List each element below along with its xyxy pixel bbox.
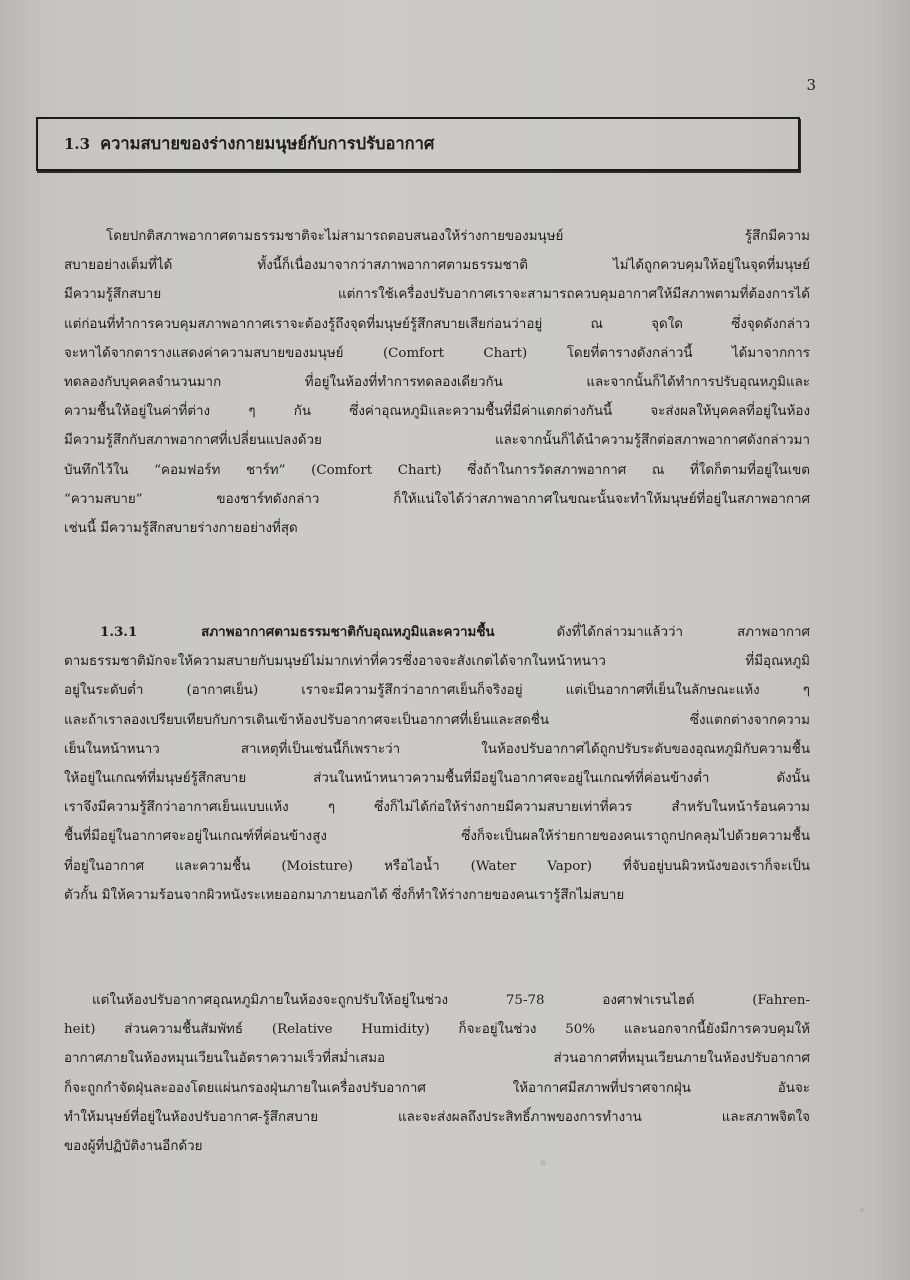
paragraph-line: โดยปกติสภาพอากาศตามธรรมชาติจะไม่สามารถตอบสนองให้ร่างกายของมนุษย์ รู้สึกมีความ	[106, 229, 810, 244]
paragraph-line: “ความสบาย” ของชาร์ทดังกล่าว ก็ให้แน่ใจได้ว่าสภาพอากาศในขณะนั้นจะทำให้มนุษย์ที่อยู่ในสภาพอากาศ	[64, 491, 810, 507]
subsection-first-line-text: ดังที่ได้กล่าวมาแล้วว่า สภาพอากาศ	[556, 625, 810, 640]
paragraph-line: ของผู้ที่ปฏิบัติงานอีกด้วย	[64, 1139, 203, 1155]
paragraph-line: ชื้นที่มีอยู่ในอากาศจะอยู่ในเกณฑ์ที่ค่อนข้างสูง ซึ่งก็จะเป็นผลให้ร่ายกายของคนเราถูกปกคลุมไปด้วยความชื้น	[64, 829, 810, 845]
paragraph-air-conditioning	[64, 986, 810, 1161]
paragraph-line: ทดลองกับบุคคลจำนวนมาก ที่อยู่ในห้องที่ทำการทดลองเดียวกัน และจากนั้นก็ได้ทำการปรับอุณหภูมิและ	[64, 375, 810, 391]
paragraph-line: ก็จะถูกกำจัดฝุ่นละอองโดยแผ่นกรองฝุ่นภายในเครื่องปรับอากาศ ให้อากาศมีสภาพที่ปราศจากฝุ่น อันจะ	[64, 1080, 810, 1096]
subsection-1-3-1	[64, 618, 810, 910]
paragraph-line: มีความรู้สึกกับสภาพอากาศที่เปลี่ยนแปลงด้วย และจากนั้นก็ได้นำความรู้สึกต่อสภาพอากาศดังกล่าวมา	[64, 433, 810, 449]
section-number: 1.3	[64, 135, 91, 153]
section-title: ความสบายของร่างกายมนุษย์กับการปรับอากาศ	[100, 134, 435, 153]
subsection-first-line	[64, 618, 810, 647]
paragraph-line: บันทึกไว้ใน “คอมฟอร์ท ชาร์ท” (Comfort Chart) ซึ่งถ้าในการวัดสภาพอากาศ ณ ที่ใดก็ตามที่อยู่ในเขต	[64, 462, 810, 478]
section-heading-box	[36, 117, 800, 171]
paragraph-line: ที่อยู่ในอากาศ และความชื้น (Moisture) หรือไอน้ำ (Water Vapor) ที่จับอยู่บนผิวหนังของเราก็จะเป็น	[64, 858, 810, 874]
paragraph-line: แต่ในห้องปรับอากาศอุณหภูมิภายในห้องจะถูกปรับให้อยู่ในช่วง 75-78 องศาฟาเรนไฮต์ (Fahren-	[92, 993, 810, 1008]
paragraph-line: เช่นนี้ มีความรู้สึกสบายร่างกายอย่างที่สุด	[64, 521, 298, 537]
paragraph-line: เย็นในหน้าหนาว สาเหตุที่เป็นเช่นนี้ก็เพราะว่า ในห้องปรับอากาศได้ถูกปรับระดับของอุณหภูมิกับความชื้น	[64, 741, 810, 757]
paragraph-line: และถ้าเราลองเปรียบเทียบกับการเดินเข้าห้องปรับอากาศจะเป็นอากาศที่เย็นและสดชื่น ซึ่งแตกต่างจากความ	[64, 712, 810, 728]
paragraph-line: ให้อยู่ในเกณฑ์ที่มนุษย์รู้สึกสบาย ส่วนในหน้าหนาวความชื้นที่มีอยู่ในอากาศจะอยู่ในเกณฑ์ที่ค่อนข้างต่ำ ดังนั้น	[64, 771, 810, 787]
paragraph-line: ตามธรรมชาติมักจะให้ความสบายกับมนุษย์ไม่มากเท่าที่ควรซึ่งอาจจะสังเกตได้จากในหน้าหนาว ที่มีอุณหภูมิ	[64, 654, 810, 670]
paragraph-intro	[64, 222, 810, 543]
paragraph-line: อยู่ในระดับต่ำ (อากาศเย็น) เราจะมีความรู้สึกว่าอากาศเย็นก็จริงอยู่ แต่เป็นอากาศที่เย็นในลักษณะแห้ง ๆ	[64, 683, 810, 699]
paragraph-line: มีความรู้สึกสบาย แต่การใช้เครื่องปรับอากาศเราจะสามารถควบคุมอากาศให้มีสภาพตามที่ต้องการได้	[64, 287, 810, 303]
paragraph-line: ความชื้นให้อยู่ในค่าที่ต่าง ๆ กัน ซึ่งค่าอุณหภูมิและความชื้นที่มีค่าแตกต่างกันนี้ จะส่งผลให้บุคคลที่อยู่ในห้อง	[64, 404, 810, 420]
subsection-title: สภาพอากาศตามธรรมชาติกับอุณหภูมิและความชื้น	[201, 624, 495, 640]
paragraph-line: แต่ก่อนที่ทำการควบคุมสภาพอากาศเราจะต้องรู้ถึงจุดที่มนุษย์รู้สึกสบายเสียก่อนว่าอยู่ ณ จุดใด ซึ่งจุดดังกล่าว	[64, 316, 810, 332]
paragraph-line: เราจึงมีความรู้สึกว่าอากาศเย็นแบบแห้ง ๆ ซึ่งก็ไม่ได้ก่อให้ร่างกายมีความสบายเท่าที่ควร สำหรับในหน้าร้อนความ	[64, 800, 810, 816]
page-number: 3	[806, 76, 816, 94]
subsection-number: 1.3.1	[100, 624, 138, 640]
paragraph-line: จะหาได้จากตารางแสดงค่าความสบายของมนุษย์ (Comfort Chart) โดยที่ตารางดังกล่าวนี้ ได้มาจากการ	[64, 345, 810, 361]
paragraph-line: อากาศภายในห้องหมุนเวียนในอัตราความเร็วที่สม่ำเสมอ ส่วนอากาศที่หมุนเวียนภายในห้องปรับอากาศ	[64, 1051, 810, 1067]
paragraph-line: สบายอย่างเต็มที่ได้ ทั้งนี้ก็เนื่องมาจากว่าสภาพอากาศตามธรรมชาติ ไม่ได้ถูกควบคุมให้อยู่ในจุดที่มนุษย์	[64, 258, 810, 274]
paper-stain	[860, 1208, 864, 1212]
paragraph-line: ตัวกั้น มิให้ความร้อนจากผิวหนังระเหยออกมาภายนอกได้ ซึ่งก็ทำให้ร่างกายของคนเรารู้สึกไม่สบาย	[64, 887, 625, 903]
paragraph-line: ทำให้มนุษย์ที่อยู่ในห้องปรับอากาศ-รู้สึกสบาย และจะส่งผลถึงประสิทธิ์ภาพของการทำงาน และสภาพจิตใจ	[64, 1109, 810, 1125]
paragraph-line: heit) ส่วนความชื้นสัมพัทธ์ (Relative Humidity) ก็จะอยู่ในช่วง 50% และนอกจากนี้ยังมีการควบคุมให้	[64, 1022, 810, 1038]
